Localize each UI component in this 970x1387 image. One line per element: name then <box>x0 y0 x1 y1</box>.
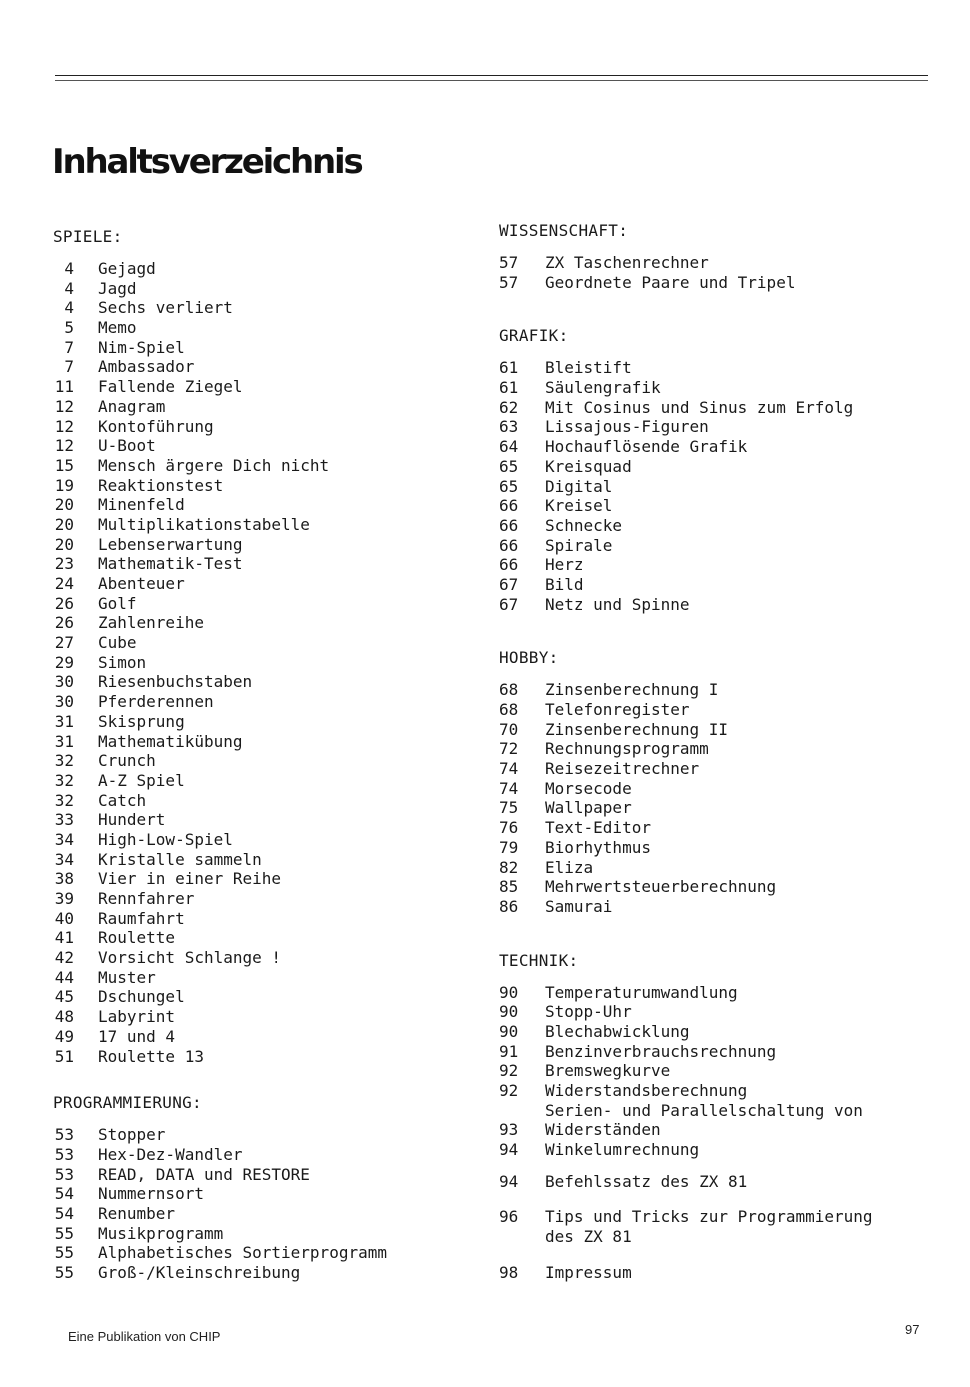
toc-entry <box>53 987 473 1007</box>
toc-entry <box>53 751 473 771</box>
toc-entry <box>499 720 919 740</box>
toc-entry-title: Bleistift <box>545 358 632 378</box>
section-heading: HOBBY: <box>499 648 559 668</box>
toc-entry-title: Rennfahrer <box>98 889 195 908</box>
toc-entry-title: Anagram <box>98 396 166 416</box>
toc-entry <box>499 1042 919 1062</box>
extra-entry-list <box>499 1172 919 1283</box>
toc-entry <box>499 1061 919 1081</box>
toc-entry <box>499 1227 919 1247</box>
toc-page-number: 34 <box>54 849 74 869</box>
toc-page-number: 65 <box>499 456 519 476</box>
toc-page-number: 65 <box>499 476 519 496</box>
toc-entry-title: Mathematik-Test <box>98 554 243 574</box>
toc-entry <box>499 897 919 917</box>
toc-page-number: 67 <box>499 574 519 594</box>
toc-entry <box>499 253 919 273</box>
toc-page-number: 26 <box>54 593 74 613</box>
section-programmierung <box>53 1093 473 1283</box>
toc-page-number: 4 <box>64 278 74 298</box>
entry-list <box>499 983 919 1160</box>
toc-page-number: 94 <box>499 1140 519 1160</box>
toc-page-number: 23 <box>54 554 74 574</box>
toc-entry-title: Mit Cosinus und Sinus zum Erfolg <box>545 397 854 417</box>
toc-entry-title: Nummernsort <box>98 1184 204 1204</box>
toc-entry <box>53 850 473 870</box>
toc-entry <box>499 398 919 418</box>
toc-entry <box>499 273 919 293</box>
entry-list <box>499 358 919 614</box>
toc-page-number: 39 <box>54 889 74 908</box>
toc-entry-title: Morsecode <box>545 778 632 798</box>
toc-entry-title: A-Z Spiel <box>98 770 185 790</box>
toc-entry-title: Wallpaper <box>545 798 632 818</box>
toc-entry-title: Reaktionstest <box>98 475 224 495</box>
toc-page-number: 92 <box>499 1061 519 1081</box>
toc-entry <box>499 1207 919 1227</box>
toc-page-number: 53 <box>54 1144 74 1164</box>
toc-entry-title: Säulengrafik <box>545 378 661 398</box>
toc-page-number: 49 <box>54 1026 74 1046</box>
toc-entry <box>53 318 473 338</box>
toc-page-number: 62 <box>499 397 519 417</box>
toc-entry-title: Nim-Spiel <box>98 337 185 357</box>
toc-page-number: 92 <box>499 1081 519 1100</box>
toc-page-number: 20 <box>54 534 74 554</box>
toc-page-number: 86 <box>499 896 519 916</box>
toc-entry-title: Kontoführung <box>98 416 214 436</box>
toc-entry-title: Zahlenreihe <box>98 613 204 633</box>
toc-page-number: 53 <box>54 1125 74 1145</box>
toc-entry-title: Abenteuer <box>98 574 185 593</box>
toc-page-number: 66 <box>499 535 519 555</box>
entry-list <box>499 253 919 292</box>
toc-entry-title: Mensch ärgere Dich nicht <box>98 455 330 475</box>
toc-entry <box>53 338 473 358</box>
toc-entry-title: Benzinverbrauchsrechnung <box>545 1041 777 1061</box>
toc-entry-title: Jagd <box>98 278 137 298</box>
toc-page-number: 67 <box>499 594 519 614</box>
toc-entry <box>53 594 473 614</box>
toc-page-number: 64 <box>499 437 519 457</box>
toc-entry <box>53 771 473 791</box>
toc-entry-title: 17 und 4 <box>98 1026 176 1046</box>
toc-entry <box>53 1027 473 1047</box>
toc-entry <box>499 858 919 878</box>
toc-page-number: 61 <box>499 378 519 398</box>
toc-entry <box>499 575 919 595</box>
toc-page-number: 29 <box>54 652 74 672</box>
toc-entry-title: READ, DATA und RESTORE <box>98 1164 310 1184</box>
toc-page-number: 75 <box>499 798 519 818</box>
toc-entry <box>53 1184 473 1204</box>
toc-entry-title: Sechs verliert <box>98 298 233 318</box>
toc-page-number: 68 <box>499 680 519 700</box>
toc-page-number: 98 <box>499 1262 519 1282</box>
toc-entry-title: Serien- und Parallelschaltung von <box>545 1100 863 1120</box>
toc-entry <box>499 378 919 398</box>
toc-entry-title: Multiplikationstabelle <box>98 514 310 534</box>
toc-page-number: 32 <box>54 790 74 810</box>
top-rule <box>55 75 928 76</box>
toc-page-number: 44 <box>54 967 74 987</box>
toc-entry <box>499 358 919 378</box>
toc-entry-title: Musikprogramm <box>98 1223 224 1243</box>
section-spiele <box>53 227 473 1066</box>
toc-entry-title: Hochauflösende Grafik <box>545 437 748 457</box>
toc-entry-title: Kristalle sammeln <box>98 849 262 869</box>
toc-entry-title: Impressum <box>545 1262 632 1282</box>
toc-entry <box>53 279 473 299</box>
toc-entry <box>499 1120 919 1140</box>
toc-entry <box>499 700 919 720</box>
section-wissenschaft <box>499 221 919 292</box>
toc-entry <box>53 535 473 555</box>
toc-page-number: 85 <box>499 877 519 897</box>
toc-entry <box>499 739 919 759</box>
toc-page-number: 74 <box>499 778 519 798</box>
toc-entry <box>53 968 473 988</box>
toc-entry <box>499 516 919 536</box>
toc-entry <box>499 818 919 838</box>
toc-page-number: 40 <box>54 908 74 928</box>
toc-entry <box>53 574 473 594</box>
toc-page-number: 19 <box>54 475 74 495</box>
toc-page-number: 55 <box>54 1263 74 1282</box>
toc-entry <box>53 633 473 653</box>
toc-page-number: 31 <box>54 711 74 731</box>
toc-page-number: 54 <box>54 1203 74 1223</box>
toc-entry <box>53 653 473 673</box>
toc-entry <box>499 1081 919 1101</box>
toc-entry <box>499 759 919 779</box>
toc-entry <box>53 1204 473 1224</box>
toc-page-number: 66 <box>499 496 519 516</box>
section-hobby <box>499 648 919 916</box>
toc-entry-title: Reisezeitrechner <box>545 759 700 779</box>
toc-entry-title: Geordnete Paare und Tripel <box>545 272 796 292</box>
toc-entry <box>499 1140 919 1160</box>
toc-entry <box>53 397 473 417</box>
toc-page-number: 90 <box>499 982 519 1002</box>
toc-entry <box>499 838 919 858</box>
toc-page-number: 11 <box>54 377 74 397</box>
toc-entry-title: Bremswegkurve <box>545 1061 671 1081</box>
toc-entry <box>53 948 473 968</box>
toc-entry-title: Stopper <box>98 1125 166 1145</box>
toc-entry-title: Widerstandsberechnung <box>545 1081 748 1100</box>
toc-page-number: 76 <box>499 818 519 838</box>
toc-page-number: 94 <box>499 1171 519 1191</box>
toc-page-number: 7 <box>64 337 74 357</box>
toc-entry <box>53 436 473 456</box>
toc-entry-title: Skisprung <box>98 711 185 731</box>
page-number: 97 <box>905 1322 920 1337</box>
toc-entry <box>499 457 919 477</box>
toc-entry-title: Eliza <box>545 857 594 877</box>
toc-entry-title: Bild <box>545 574 584 594</box>
toc-page-number: 53 <box>54 1164 74 1184</box>
toc-entry-title: Simon <box>98 652 147 672</box>
toc-page-number <box>499 1101 519 1121</box>
toc-page-number: 7 <box>64 357 74 377</box>
toc-entry-title: Cube <box>98 633 137 653</box>
toc-page-number: 96 <box>499 1207 519 1227</box>
toc-page-number: 30 <box>54 672 74 692</box>
toc-entry-title: Catch <box>98 790 147 810</box>
toc-page-number: 68 <box>499 700 519 719</box>
toc-entry-title: Roulette 13 <box>98 1046 204 1066</box>
toc-entry <box>53 889 473 909</box>
toc-entry-title: Winkelumrechnung <box>545 1140 700 1160</box>
toc-page-number: 51 <box>54 1046 74 1066</box>
toc-entry <box>53 712 473 732</box>
toc-page-number: 26 <box>54 613 74 633</box>
toc-entry-title: Roulette <box>98 928 176 948</box>
page-title: Inhaltsverzeichnis <box>52 142 362 182</box>
toc-entry-title: Fallende Ziegel <box>98 377 243 397</box>
toc-page-number: 48 <box>54 1007 74 1027</box>
toc-page-number: 55 <box>54 1223 74 1243</box>
toc-entry-title: Mehrwertsteuerberechnung <box>545 877 777 897</box>
entry-list <box>499 680 919 916</box>
toc-entry-title: High-Low-Spiel <box>98 829 233 849</box>
toc-entry-title: Spirale <box>545 535 613 555</box>
toc-entry-title: Minenfeld <box>98 495 185 515</box>
toc-entry-title: Hex-Dez-Wandler <box>98 1144 243 1164</box>
toc-entry <box>53 810 473 830</box>
toc-entry-title: Vier in einer Reihe <box>98 869 282 889</box>
toc-entry-title: Samurai <box>545 896 613 916</box>
toc-page-number: 90 <box>499 1021 519 1041</box>
toc-entry <box>53 672 473 692</box>
toc-entry <box>53 869 473 889</box>
toc-entry <box>499 595 919 615</box>
toc-entry <box>499 417 919 437</box>
toc-entry-title: Crunch <box>98 751 156 771</box>
toc-page-number: 57 <box>499 253 519 272</box>
toc-entry-title: Raumfahrt <box>98 908 185 928</box>
toc-entry <box>53 298 473 318</box>
toc-entry-title: Rechnungsprogramm <box>545 739 709 759</box>
toc-entry-title: Vorsicht Schlange ! <box>98 948 282 968</box>
toc-page-number: 61 <box>499 358 519 378</box>
toc-page-number: 63 <box>499 417 519 437</box>
toc-entry-title: Zinsenberechnung I <box>545 680 719 700</box>
section-technik <box>499 951 919 1283</box>
toc-entry-title: Herz <box>545 555 584 575</box>
toc-page-number: 34 <box>54 829 74 849</box>
toc-entry <box>499 680 919 700</box>
toc-page-number: 20 <box>54 514 74 534</box>
toc-entry <box>53 1145 473 1165</box>
toc-entry <box>53 613 473 633</box>
toc-entry-title: Stopp-Uhr <box>545 1002 632 1022</box>
toc-entry-title: U-Boot <box>98 436 156 456</box>
toc-entry-title: Labyrint <box>98 1007 176 1027</box>
toc-page-number <box>499 1227 519 1247</box>
toc-entry-title: Mathematikübung <box>98 731 243 751</box>
toc-entry-title: Lissajous-Figuren <box>545 417 709 437</box>
toc-page-number: 66 <box>499 555 519 575</box>
toc-page-number: 70 <box>499 719 519 739</box>
toc-entry-title: Widerständen <box>545 1120 661 1140</box>
section-heading: SPIELE: <box>53 227 123 246</box>
toc-entry-title: Lebenserwartung <box>98 534 243 554</box>
toc-entry <box>53 1047 473 1067</box>
section-heading: PROGRAMMIERUNG: <box>53 1093 202 1113</box>
toc-page-number: 31 <box>54 731 74 751</box>
toc-entry <box>499 496 919 516</box>
toc-entry-title: Muster <box>98 967 156 987</box>
toc-entry-title: Riesenbuchstaben <box>98 672 253 692</box>
toc-entry <box>499 983 919 1003</box>
toc-entry-title: Pferderennen <box>98 692 214 712</box>
toc-entry <box>499 1002 919 1022</box>
toc-page-number: 45 <box>54 987 74 1007</box>
toc-entry <box>53 928 473 948</box>
toc-entry <box>53 732 473 752</box>
toc-entry <box>499 779 919 799</box>
toc-page-number: 32 <box>54 751 74 771</box>
toc-page-number: 57 <box>499 272 519 292</box>
toc-entry <box>499 798 919 818</box>
toc-page-number: 41 <box>54 928 74 948</box>
toc-page-number: 30 <box>54 692 74 712</box>
toc-entry-title: Ambassador <box>98 357 195 377</box>
toc-entry-title: Befehlssatz des ZX 81 <box>545 1171 748 1191</box>
right-column <box>499 221 919 1283</box>
toc-entry <box>53 554 473 574</box>
toc-page-number: 20 <box>54 495 74 515</box>
toc-page-number: 91 <box>499 1041 519 1061</box>
toc-page-number: 4 <box>64 298 74 318</box>
toc-page-number: 12 <box>54 416 74 436</box>
top-rule-secondary <box>55 80 928 81</box>
toc-page-number: 79 <box>499 837 519 857</box>
toc-entry <box>53 1263 473 1283</box>
toc-entry-title: Gejagd <box>98 259 156 278</box>
toc-entry <box>499 536 919 556</box>
toc-entry-title: Text-Editor <box>545 818 651 838</box>
toc-entry <box>53 476 473 496</box>
toc-entry <box>499 1263 919 1283</box>
toc-entry-title: Blechabwicklung <box>545 1021 690 1041</box>
toc-entry <box>53 259 473 279</box>
toc-entry-title: Memo <box>98 318 137 338</box>
publisher-footer: Eine Publikation von CHIP <box>68 1329 221 1344</box>
toc-entry-title: Telefonregister <box>545 700 690 719</box>
toc-entry-title: des ZX 81 <box>545 1227 632 1247</box>
toc-entry-title: Groß-/Kleinschreibung <box>98 1263 301 1282</box>
toc-entry-title: Digital <box>545 476 613 496</box>
section-heading: GRAFIK: <box>499 326 569 346</box>
toc-entry <box>53 417 473 437</box>
toc-entry-title: Alphabetisches Sortierprogramm <box>98 1243 387 1263</box>
toc-page-number: 5 <box>64 318 74 338</box>
toc-entry <box>53 1224 473 1244</box>
toc-entry <box>53 495 473 515</box>
toc-entry-title: ZX Taschenrechner <box>545 253 709 272</box>
toc-entry <box>53 1165 473 1185</box>
toc-entry-title: Renumber <box>98 1203 176 1223</box>
toc-entry-title: Kreisel <box>545 496 613 516</box>
toc-entry <box>499 477 919 497</box>
toc-entry-title: Zinsenberechnung II <box>545 719 729 739</box>
toc-entry <box>53 791 473 811</box>
toc-page-number: 54 <box>54 1184 74 1204</box>
toc-entry-title: Tips und Tricks zur Programmierung <box>545 1207 873 1227</box>
toc-entry <box>53 692 473 712</box>
left-column <box>53 227 473 1283</box>
toc-entry <box>53 1243 473 1263</box>
toc-entry <box>499 1022 919 1042</box>
toc-entry <box>499 1101 919 1121</box>
toc-entry-title: Kreisquad <box>545 456 632 476</box>
toc-entry <box>53 1007 473 1027</box>
toc-entry <box>53 377 473 397</box>
toc-page-number: 24 <box>54 574 74 593</box>
toc-page-number: 32 <box>54 770 74 790</box>
toc-page-number: 15 <box>54 455 74 475</box>
toc-page-number: 42 <box>54 948 74 968</box>
toc-page-number: 82 <box>499 857 519 877</box>
toc-page-number: 55 <box>54 1243 74 1263</box>
toc-entry <box>53 830 473 850</box>
toc-page-number: 93 <box>499 1120 519 1140</box>
toc-entry-title: Schnecke <box>545 515 623 535</box>
toc-page-number: 12 <box>54 436 74 456</box>
toc-page-number: 12 <box>54 396 74 416</box>
toc-entry <box>53 456 473 476</box>
toc-page-number: 33 <box>54 810 74 830</box>
toc-entry <box>499 877 919 897</box>
toc-entry <box>53 515 473 535</box>
toc-entry-title: Hundert <box>98 810 166 830</box>
entry-list <box>53 259 473 1066</box>
toc-entry-title: Netz und Spinne <box>545 594 690 614</box>
section-grafik <box>499 326 919 614</box>
toc-entry-title: Dschungel <box>98 987 185 1007</box>
section-heading: WISSENSCHAFT: <box>499 221 629 240</box>
toc-page-number: 72 <box>499 739 519 759</box>
toc-entry <box>499 1172 919 1192</box>
toc-page-number: 4 <box>64 259 74 278</box>
toc-page-number: 38 <box>54 869 74 889</box>
section-heading: TECHNIK: <box>499 950 579 970</box>
toc-page-number: 27 <box>54 633 74 653</box>
toc-page-number: 90 <box>499 1002 519 1022</box>
toc-entry <box>499 437 919 457</box>
toc-entry <box>499 555 919 575</box>
entry-list <box>53 1125 473 1283</box>
toc-entry <box>53 357 473 377</box>
toc-page-number: 66 <box>499 515 519 535</box>
toc-entry-title: Biorhythmus <box>545 837 651 857</box>
toc-page-number: 74 <box>499 759 519 779</box>
toc-entry <box>53 909 473 929</box>
toc-entry <box>53 1125 473 1145</box>
toc-entry-title: Golf <box>98 593 137 613</box>
toc-entry-title: Temperaturumwandlung <box>545 982 738 1002</box>
